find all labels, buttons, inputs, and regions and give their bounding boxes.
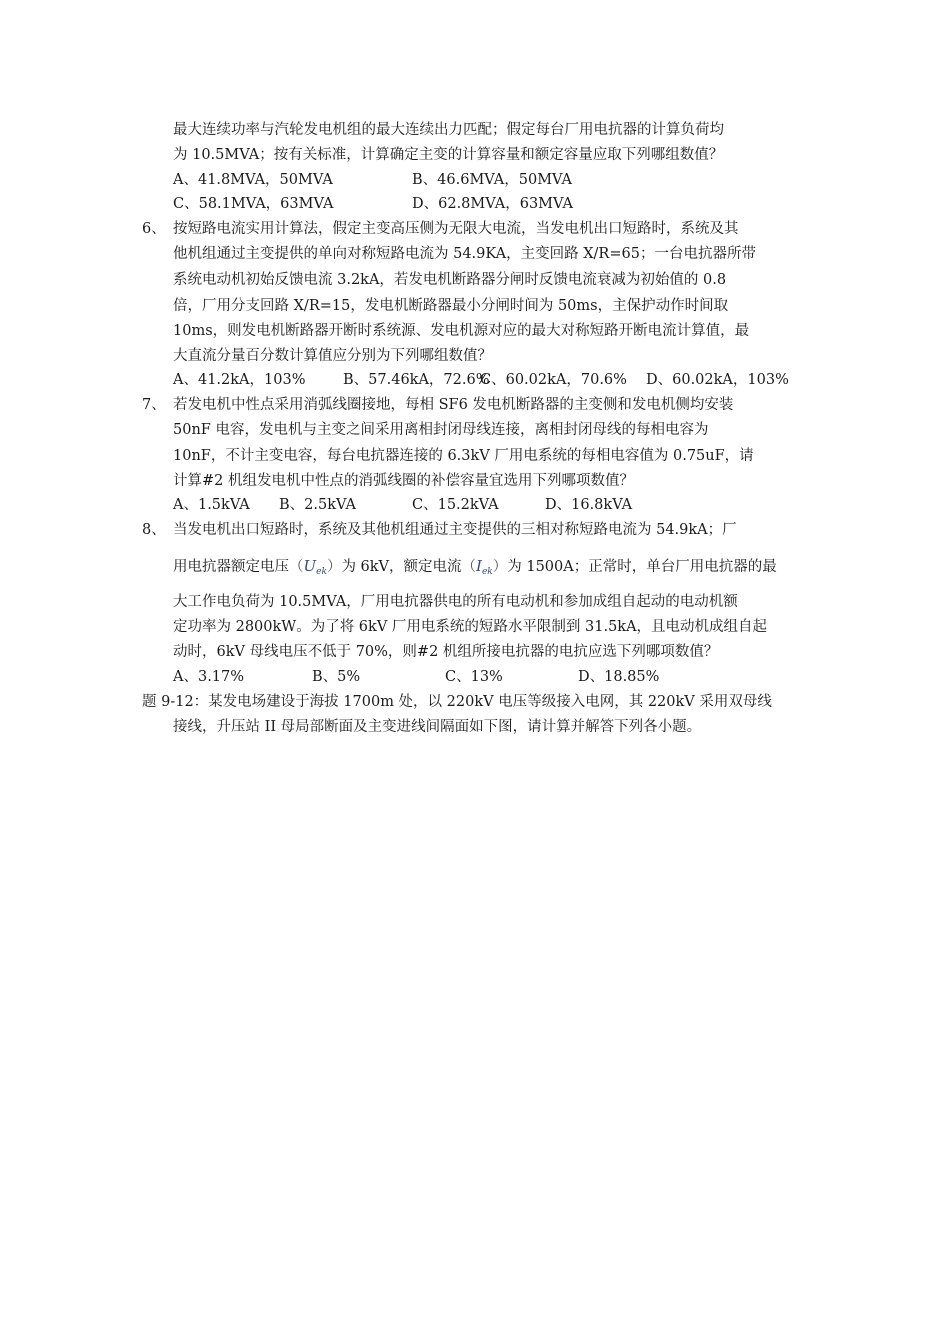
q8-number: 8、 — [142, 522, 166, 538]
q8-option-d: D、18.85% — [578, 669, 660, 685]
q7-line: 10nF，不计主变电容，每台电抗器连接的 6.3kV 厂用电系统的每相电容值为 0.75uF，请 — [173, 448, 754, 464]
close-paren: ） — [326, 559, 342, 575]
voltage-symbol: U — [303, 557, 317, 575]
q8-option-c: C、13% — [445, 669, 503, 685]
q7-number: 7、 — [142, 397, 166, 413]
q7-option-c: C、15.2kVA — [412, 497, 499, 513]
q9-12-line-1: 题 9-12：某发电场建设于海拔 1700m 处，以 220kV 电压等级接入电网，其 220kV 采用双母线 — [142, 694, 772, 710]
q8-option-b: B、5% — [312, 669, 361, 685]
q7-option-b: B、2.5kVA — [279, 497, 356, 513]
voltage-subscript: ek — [316, 567, 327, 577]
q8-option-a: A、3.17% — [173, 669, 245, 685]
q6-line: 10ms，则发电机断路器开断时系统源、发电机源对应的最大对称短路开断电流计算值，最 — [173, 323, 750, 339]
q7-option-a: A、1.5kVA — [173, 497, 250, 513]
q9-12-line-2: 接线，升压站 II 母局部断面及主变进线间隔面如下图，请计算并解答下列各小题。 — [173, 719, 702, 735]
current-symbol: I — [476, 557, 482, 575]
q7-option-d: D、16.8kVA — [545, 497, 633, 513]
q7-line: 若发电机中性点采用消弧线圈接地，每相 SF6 发电机断路器的主变侧和发电机侧均安装 — [173, 397, 734, 413]
q6-option-d: D、60.02kA，103% — [646, 372, 789, 388]
q8-line: 定功率为 2800kW。为了将 6kV 厂用电系统的短路水平限制到 31.5kA，且电动机成组自起 — [173, 619, 768, 635]
open-paren: （ — [461, 559, 477, 575]
q6-number: 6、 — [142, 221, 166, 237]
q5-option-a: A、41.8MVA，50MVA — [173, 172, 333, 188]
intro-line-1: 最大连续功率与汽轮发电机组的最大连续出力匹配；假定每台厂用电抗器的计算负荷均 — [173, 122, 724, 138]
q6-line: 大直流分量百分数计算值应分别为下列哪组数值？ — [173, 348, 492, 364]
current-subscript: ek — [481, 567, 493, 577]
q8-line-2c: 为 1500A；正常时，单台厂用电抗器的最 — [507, 559, 777, 575]
q6-line: 按短路电流实用计算法，假定主变高压侧为无限大电流，当发电机出口短路时，系统及其 — [173, 221, 739, 237]
q6-option-c: C、60.02kA，70.6% — [480, 372, 627, 388]
q7-line: 50nF 电容，发电机与主变之间采用离相封闭母线连接，离相封闭母线的每相电容为 — [173, 422, 709, 438]
open-paren: （ — [289, 559, 304, 575]
q8-line-1: 当发电机出口短路时，系统及其他机组通过主变提供的三相对称短路电流为 54.9kA；厂 — [173, 522, 737, 538]
q8-line-2 — [173, 556, 777, 582]
q5-option-d: D、62.8MVA，63MVA — [412, 196, 573, 212]
q8-line: 大工作电负荷为 10.5MVA，厂用电抗器供电的所有电动机和参加成组自起动的电动机额 — [173, 594, 738, 610]
q6-line: 他机组通过主变提供的单向对称短路电流为 54.9KA，主变回路 X/R=65；一台电抗器所带 — [173, 246, 756, 262]
q7-line: 计算#2 机组发电机中性点的消弧线圈的补偿容量宜选用下列哪项数值？ — [173, 473, 634, 489]
q6-line: 系统电动机初始反馈电流 3.2kA，若发电机断路器分闸时反馈电流衰减为初始值的 0.8 — [173, 272, 727, 288]
q6-option-b: B、57.46kA，72.6% — [343, 372, 490, 388]
q8-line-2a: 用电抗器额定电压 — [173, 559, 289, 575]
q6-option-a: A、41.2kA，103% — [173, 372, 306, 388]
q5-option-c: C、58.1MVA，63MVA — [173, 196, 334, 212]
intro-line-2: 为 10.5MVA；按有关标准，计算确定主变的计算容量和额定容量应取下列哪组数值？ — [173, 147, 724, 163]
q6-line: 倍，厂用分支回路 X/R=15，发电机断路器最小分闸时间为 50ms，主保护动作时间取 — [173, 298, 729, 314]
q8-line-2b: 为 6kV，额定电流 — [341, 559, 462, 575]
q8-line: 动时，6kV 母线电压不低于 70%，则#2 机组所接电抗器的电抗应选下列哪项数值？ — [173, 644, 719, 660]
q5-option-b: B、46.6MVA，50MVA — [412, 172, 573, 188]
close-paren: ） — [492, 559, 508, 575]
